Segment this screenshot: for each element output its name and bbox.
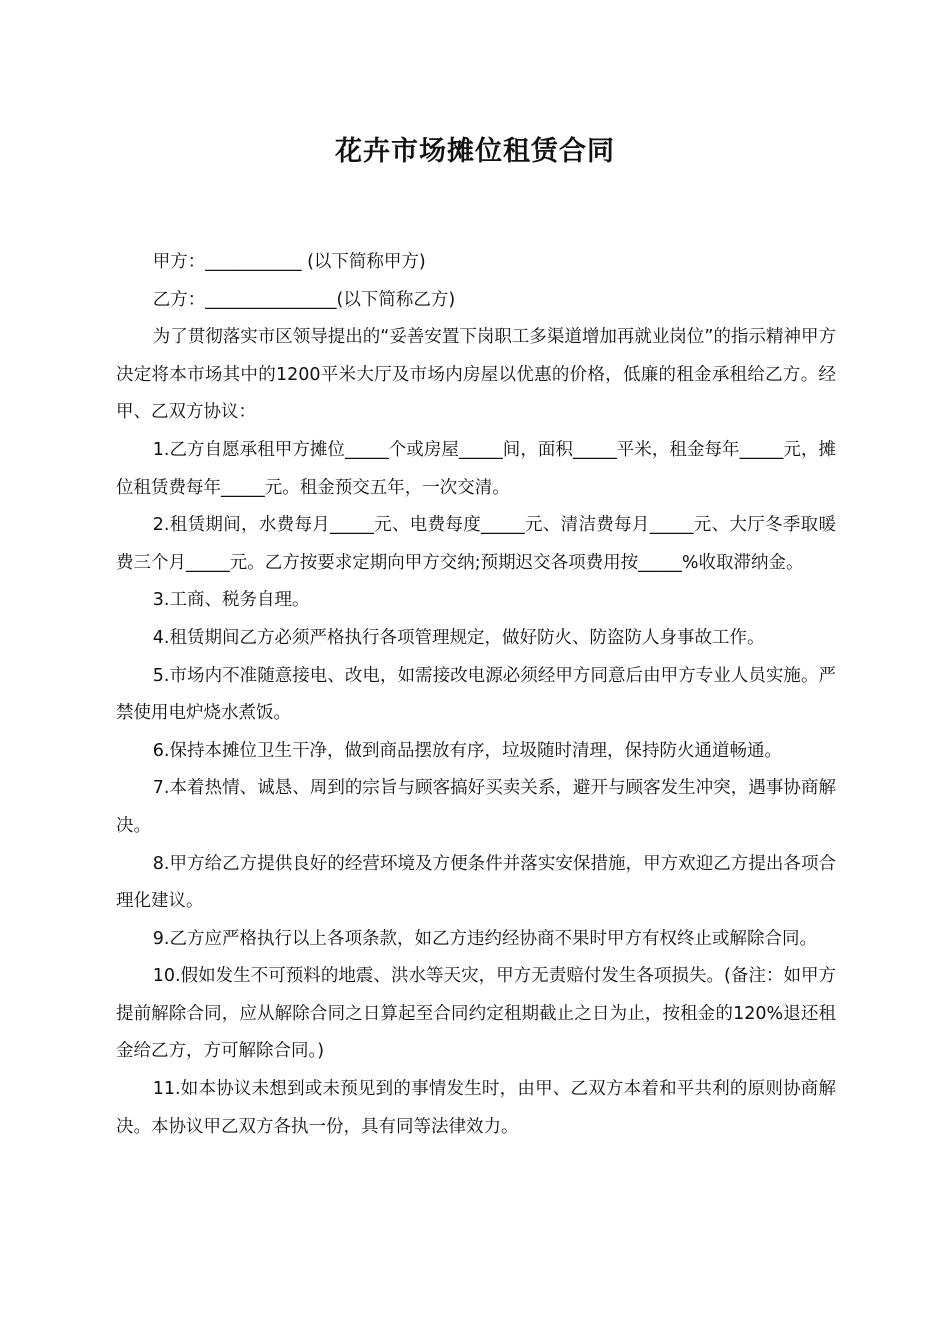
document-body <box>116 244 836 1146</box>
clause-3: 3.工商、税务自理。 <box>152 590 310 611</box>
clause-6: 6.保持本摊位卫生干净，做到商品摆放有序，垃圾随时清理，保持防火通道畅通。 <box>152 740 782 761</box>
clause-1: 1.乙方自愿承租甲方摊位_____个或房屋_____间，面积_____平米，租金每年_____元，摊位租赁费每年_____元。租金预交五年，一次交清。 <box>116 439 836 498</box>
preamble-paragraph: 为了贯彻落实市区领导提出的“妥善安置下岗职工多渠道增加再就业岗位”的指示精神甲方决定将本市场其中的1200平米大厅及市场内房屋以优惠的价格，低廉的租金承租给乙方。经甲、乙双方协议： <box>116 327 836 423</box>
clause-7: 7.本着热情、诚恳、周到的宗旨与顾客搞好买卖关系，避开与顾客发生冲突，遇事协商解决。 <box>116 778 836 836</box>
clause-11: 11.如本协议未想到或未预见到的事情发生时，由甲、乙双方本着和平共利的原则协商解决。本协议甲乙双方各执一份，具有同等法律效力。 <box>116 1079 836 1137</box>
document-title: 花卉市场摊位租赁合同 <box>335 136 615 167</box>
clause-8: 8.甲方给乙方提供良好的经营环境及方便条件并落实安保措施，甲方欢迎乙方提出各项合理化建议。 <box>116 853 836 912</box>
clause-4: 4.租赁期间乙方必须严格执行各项管理规定，做好防火、防盗防人身事故工作。 <box>152 627 765 648</box>
clause-5: 5.市场内不准随意接电、改电，如需接改电源必须经甲方同意后由甲方专业人员实施。严禁使用电炉烧水煮饭。 <box>116 665 836 724</box>
clause-10: 10.假如发生不可预料的地震、洪水等天灾，甲方无责赔付发生各项损失。(备注：如甲方提前解除合同，应从解除合同之日算起至合同约定租期截止之日为止，按租金的120%退还租金给乙方，方可解除合同。) <box>116 966 836 1062</box>
party-b-line: 乙方：_______________(以下简称乙方) <box>152 289 456 310</box>
clause-2: 2.租赁期间，水费每月_____元、电费每度_____元、清洁费每月_____元、大厅冬季取暖费三个月_____元。乙方按要求定期向甲方交纳;预期迟交各项费用按_____%收取滞纳金。 <box>116 515 836 573</box>
clause-9: 9.乙方应严格执行以上各项条款，如乙方违约经协商不果时甲方有权终止或解除合同。 <box>152 928 817 949</box>
party-a-line: 甲方：___________ (以下简称甲方) <box>152 252 426 272</box>
